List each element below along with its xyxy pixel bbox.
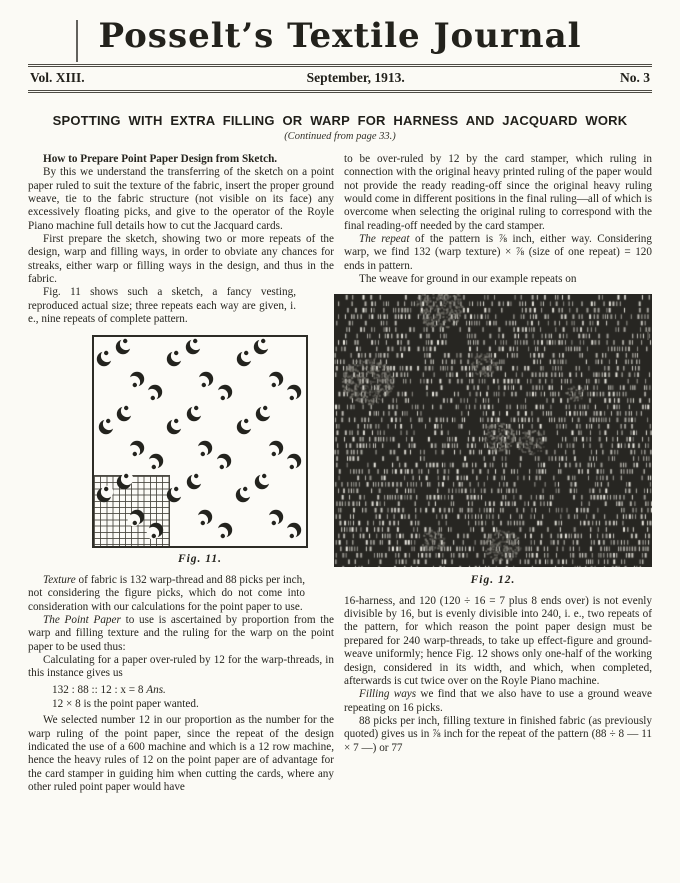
paragraph: 88 picks per inch, filling texture in finished fabric (as previously quoted) gives us in ⅞ inch for the repeat of the pattern (88 ÷ 8 — 11 × 7 —) or 77 [344, 714, 652, 754]
issue-date: September, 1913. [306, 70, 405, 85]
paragraph-lead: Filling ways [359, 688, 417, 701]
left-column [28, 153, 334, 794]
fig11-sketch [92, 335, 308, 548]
paragraph-lead: The Point Paper [43, 613, 121, 626]
paragraph-text: of the pattern is ⅞ inch, either way. Considering warp, we find 132 (warp texture) × ⅞ (size of one repeat) = 120 ends in pattern. [344, 233, 652, 272]
scan-artifact-tick [647, 331, 649, 340]
proportion-formula [52, 684, 334, 697]
issue-number: No. 3 [620, 70, 650, 85]
article-body [28, 153, 652, 794]
volume-issue-bar [28, 64, 652, 93]
formula-result: 12 × 8 is the point paper wanted. [52, 697, 199, 710]
paragraph-lead: Texture [43, 573, 76, 586]
continued-note: (Continued from page 33.) [284, 131, 396, 142]
paragraph-text: we find that we also have to use a ground weave repeating on 16 picks. [344, 688, 652, 714]
formula-answer: Ans. [146, 683, 166, 696]
fig12-point-paper-design [334, 294, 652, 567]
paragraph-lead: The repeat [359, 233, 410, 246]
journal-masthead-title: Posselt’s Textile Journal [98, 16, 582, 56]
paragraph-text: of fabric is 132 warp-thread and 88 picks per inch, not considering the figure picks, which do not come into consideration with our calculations for the point paper to use. [28, 573, 305, 613]
section-sidehead: How to Prepare Point Paper Design from Sketch. [43, 153, 278, 165]
figure-11 [92, 335, 308, 566]
formula-text: 132 : 88 :: 12 : x = 8 [52, 683, 147, 696]
paragraph: Calculating for a paper over-ruled by 12 for the warp-threads, in this instance gives us [28, 653, 334, 680]
fig11-spot-motifs [94, 337, 306, 546]
fig12-caption: Fig. 12. [470, 574, 516, 587]
figure-12 [334, 294, 654, 587]
paragraph: We selected number 12 in our proportion as the number for the warp ruling of the point paper, since the repeat of the design indicated the use of a 600 machine and which is a 12 row machine, hence the heavy rules of 12 on the point paper are of advantage for the card stamper in guiding him when cutting the cards, where any other ruled point paper would have [28, 714, 334, 793]
paragraph [344, 233, 652, 273]
paragraph: First prepare the sketch, showing two or more repeats of the design, warp and filling ways, in order to obviate any chances for streaks, either warp or filling ways in the design, and thus in the fabric. [28, 233, 334, 286]
paragraph [28, 614, 334, 654]
article-title: SPOTTING WITH EXTRA FILLING OR WARP FOR HARNESS AND JACQUARD WORK [52, 113, 628, 128]
paragraph: By this we understand the transferring of the sketch on a point paper ruled to suit the texture of the fabric, insert the proper ground weave, tie to the fabric structure (not visible on its face) any excessively floating picks, and give to the operator of the Royle Piano machine full details how to cut the Jacquard cards. [28, 166, 334, 232]
paragraph: The weave for ground in our example repeats on [359, 273, 577, 286]
paragraph [344, 688, 652, 715]
volume-label: Vol. XIII. [30, 70, 85, 85]
paragraph-text: to use is ascertained by proportion from the warp and filling texture and the ruling for the warp on the point paper to be used thus: [28, 613, 334, 653]
paragraph: Fig. 11 shows such a sketch, a fancy vesting, reproduced actual size; three repeats each way are given, i. e., nine repeats of complete pattern. [28, 286, 296, 326]
scan-artifact-line [76, 20, 78, 62]
right-column [344, 153, 652, 794]
paragraph [28, 574, 305, 614]
paragraph: to be over-ruled by 12 by the card stamper, which ruling in connection with the original heavy printed ruling of the paper would not provide the ready reading-off since the original heavy ruling would come in different positions in the final ruling—all of which is overcome when selecting the original ruling to correspond with the final reading-off needed by the card stamper. [344, 153, 652, 232]
fig11-caption: Fig. 11. [177, 553, 223, 566]
paragraph: 16-harness, and 120 (120 ÷ 16 = 7 plus 8 ends over) is not evenly divisible by 16, but is evenly divisible into 240, i. e., two repeats of the pattern, for which reason the point paper design must be prepared for 240 warp-threads, to take up effect-figure and ground-weave uniformly; hence Fig. 12 shows only one-half of the working design, considered in its width, and which, when completed, afterwards is cut twice over on the Royle Piano machine. [344, 594, 652, 687]
